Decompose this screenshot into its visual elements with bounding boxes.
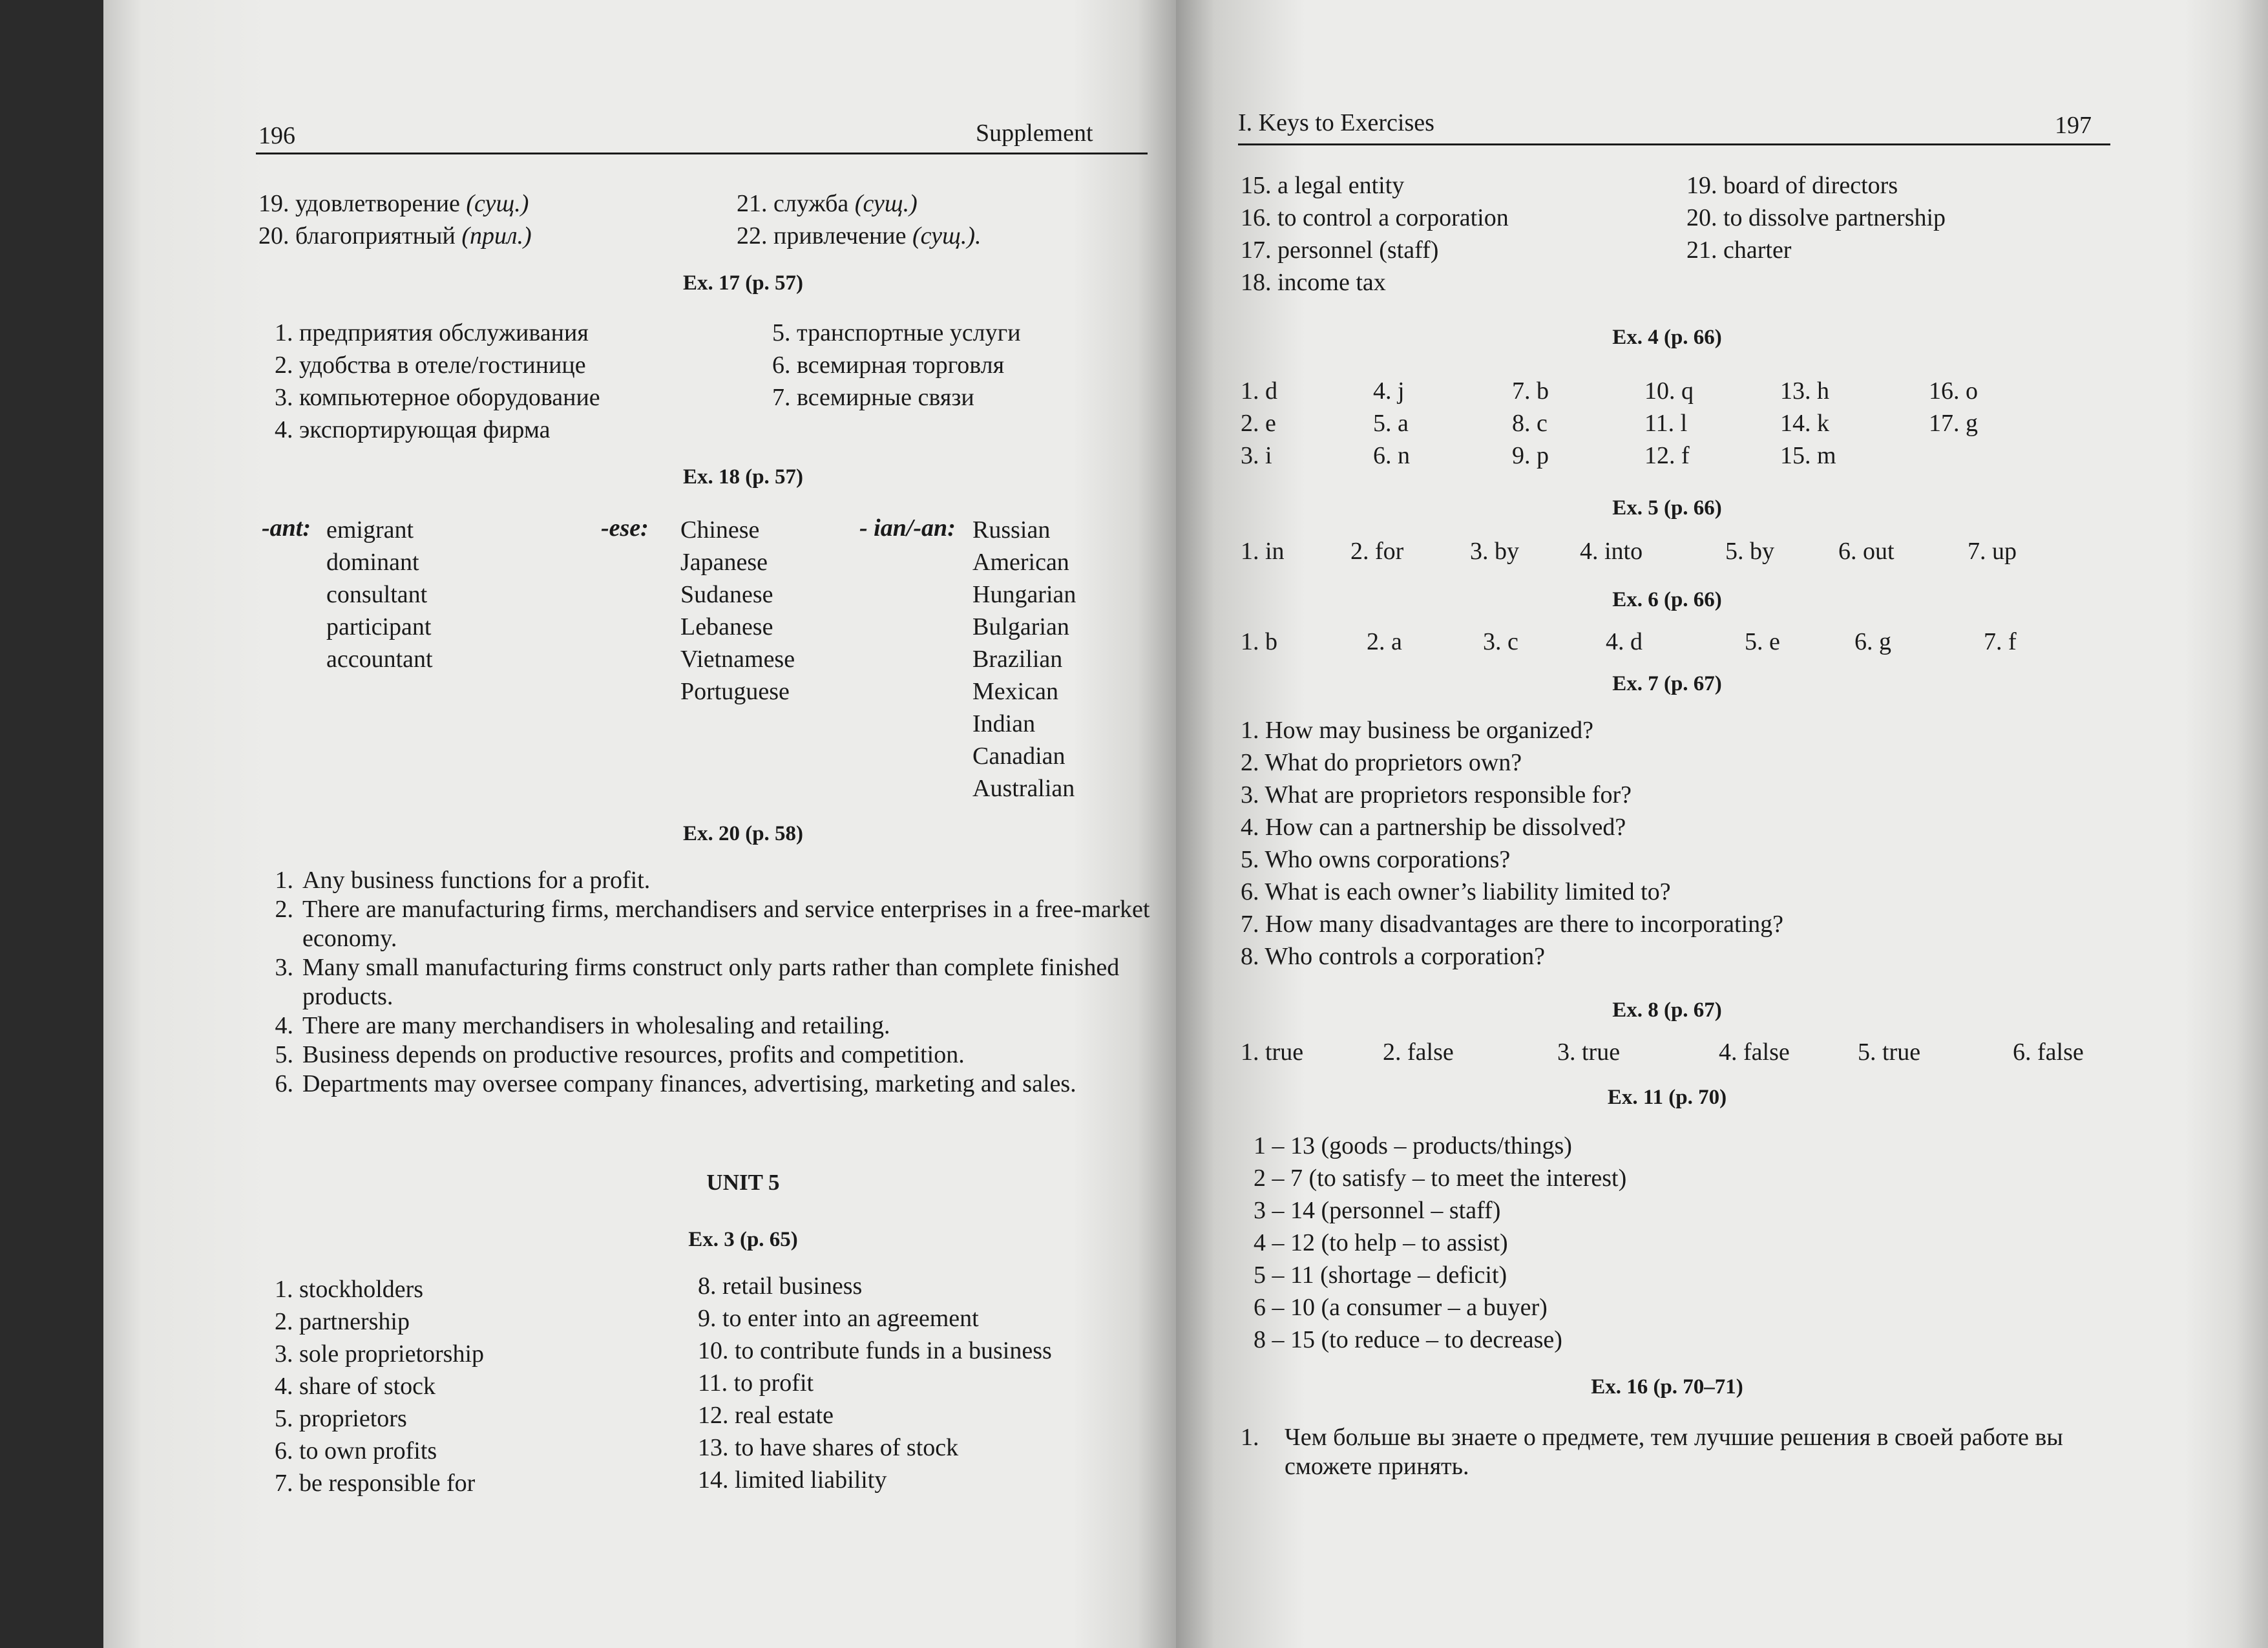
ex5-heading: Ex. 5 (p. 66): [1612, 496, 1722, 520]
list-item: 1 – 13 (goods – products/things): [1254, 1132, 1572, 1159]
list-item: 4. How can a partnership be dissolved?: [1241, 814, 1626, 841]
list-item: 21. charter: [1686, 237, 1792, 264]
ex4-heading: Ex. 4 (p. 66): [1612, 326, 1722, 349]
word: Sudanese: [680, 581, 773, 608]
ex8-heading: Ex. 8 (p. 67): [1612, 998, 1722, 1022]
list-item: 4 – 12 (to help – to assist): [1254, 1229, 1508, 1256]
running-head-right: I. Keys to Exercises: [1238, 109, 1434, 136]
right-page: [1176, 0, 2268, 1648]
list-item: 3. Many small manufacturing firms construct only parts rather than complete finished products.: [275, 954, 1120, 1010]
list-item: 6. всемирная торговля: [772, 352, 1005, 379]
word: participant: [326, 613, 432, 640]
list-item: 7. всемирные связи: [772, 384, 974, 411]
word: consultant: [326, 581, 428, 608]
list-item: 1. предприятия обслуживания: [275, 319, 589, 346]
list-item: 1. Чем больше вы знаете о предмете, тем лучшие решения в своей работе вы сможете принять.: [1241, 1424, 2063, 1480]
ex17-right-list: [772, 317, 1021, 414]
suffix-ese: -ese:: [601, 514, 649, 542]
word: Hungarian: [972, 581, 1076, 608]
word: Chinese: [680, 516, 760, 544]
vocab-item: 19. удовлетворение (сущ.): [258, 190, 529, 217]
list-item: 10. to contribute funds in a business: [698, 1337, 1052, 1364]
list-item: 3. sole proprietorship: [275, 1340, 485, 1368]
ian-words: [972, 514, 1076, 805]
list-item: 4. share of stock: [275, 1373, 436, 1400]
ant-words: [326, 514, 433, 675]
list-item: 5. транспортные услуги: [772, 319, 1021, 346]
word: American: [972, 549, 1069, 576]
word: Lebanese: [680, 613, 773, 640]
header-rule-left: [256, 153, 1148, 154]
list-item: 2. partnership: [275, 1308, 410, 1335]
ex16-heading: Ex. 16 (p. 70–71): [1591, 1375, 1743, 1399]
list-item: 6. to own profits: [275, 1437, 437, 1464]
list-item: 6. What is each owner’s liability limited to?: [1241, 878, 1671, 905]
list-item: 11. to profit: [698, 1369, 814, 1397]
ex16-list: [1241, 1423, 2126, 1481]
list-item: 14. limited liability: [698, 1466, 887, 1494]
header-rule-right: [1238, 143, 2110, 145]
ex6-heading: Ex. 6 (p. 66): [1612, 588, 1722, 611]
word: emigrant: [326, 516, 414, 544]
list-item: 5. proprietors: [275, 1405, 407, 1432]
word: Bulgarian: [972, 613, 1069, 640]
list-item: 5. Business depends on productive resources, profits and competition.: [275, 1041, 965, 1068]
list-item: 12. real estate: [698, 1402, 834, 1429]
ex3-right-list: [698, 1270, 1052, 1496]
list-item: 3 – 14 (personnel – staff): [1254, 1197, 1501, 1224]
vocab-item: 22. привлечение (сущ.).: [737, 222, 982, 249]
grid-row: 3. i 6. n 9. p 12. f 15. m: [1241, 442, 1836, 469]
word: Brazilian: [972, 646, 1063, 673]
ex4-grid: [1241, 375, 1978, 472]
ex8-row: 1. true 2. false 3. true 4. false 5. true 6. false: [1241, 1039, 2084, 1066]
list-item: 9. to enter into an agreement: [698, 1305, 979, 1332]
ex3-heading: Ex. 3 (p. 65): [688, 1228, 798, 1251]
list-item: 6 – 10 (a consumer – a buyer): [1254, 1294, 1548, 1321]
word: Canadian: [972, 743, 1066, 770]
left-page: [103, 0, 1176, 1648]
word: Mexican: [972, 678, 1058, 705]
word: Vietnamese: [680, 646, 795, 673]
list-item: 2. There are manufacturing firms, merchandisers and service enterprises in a free-market economy.: [275, 896, 1150, 952]
page-number-right: 197: [2055, 112, 2092, 139]
vocab-list-left: [1241, 169, 1509, 299]
list-item: 1. stockholders: [275, 1276, 424, 1303]
word: Indian: [972, 710, 1036, 737]
list-item: 18. income tax: [1241, 269, 1386, 296]
ex17-left-list: [275, 317, 600, 446]
ex7-heading: Ex. 7 (p. 67): [1612, 672, 1722, 695]
list-item: 7. be responsible for: [275, 1470, 476, 1497]
vocab-item: 20. благоприятный (прил.): [258, 222, 532, 249]
word: Portuguese: [680, 678, 790, 705]
ex17-heading: Ex. 17 (p. 57): [682, 271, 804, 295]
list-item: 8. Who controls a corporation?: [1241, 943, 1545, 970]
list-item: 1. How may business be organized?: [1241, 717, 1593, 744]
list-item: 7. How many disadvantages are there to incorporating?: [1241, 911, 1783, 938]
list-item: 8 – 15 (to reduce – to decrease): [1254, 1326, 1562, 1353]
ex3-left-list: [275, 1273, 484, 1499]
list-item: 2. удобства в отеле/гостинице: [275, 352, 586, 379]
list-item: 17. personnel (staff): [1241, 237, 1439, 264]
page-number-left: 196: [258, 122, 295, 149]
grid-row: 1. d 4. j 7. b 10. q 13. h 16. o: [1241, 377, 1978, 405]
list-item: 2 – 7 (to satisfy – to meet the interest): [1254, 1165, 1627, 1192]
running-head-left: Supplement: [976, 120, 1093, 147]
vocab-list-right: [737, 187, 981, 252]
vocab-list-right: [1686, 169, 1946, 266]
list-item: 16. to control a corporation: [1241, 204, 1509, 231]
vocab-item: 21. служба (сущ.): [737, 190, 918, 217]
word: Australian: [972, 775, 1075, 802]
list-item: 3. компьютерное оборудование: [275, 384, 600, 411]
ex18-heading: Ex. 18 (p. 57): [682, 465, 804, 489]
list-item: 3. What are proprietors responsible for?: [1241, 781, 1632, 808]
suffix-ant: -ant:: [262, 514, 311, 542]
word: dominant: [326, 549, 419, 576]
list-item: 19. board of directors: [1686, 172, 1898, 199]
ex6-row: 1. b 2. a 3. c 4. d 5. e 6. g 7. f: [1241, 628, 2017, 655]
ex11-list: [1254, 1130, 1626, 1356]
list-item: 4. экспортирующая фирма: [275, 416, 551, 443]
word: Russian: [972, 516, 1051, 544]
list-item: 2. What do proprietors own?: [1241, 749, 1522, 776]
vocab-list-left: [258, 187, 532, 252]
list-item: 6. Departments may oversee company finances, advertising, marketing and sales.: [275, 1070, 1076, 1097]
ex20-heading: Ex. 20 (p. 58): [682, 822, 804, 845]
ex5-row: 1. in 2. for 3. by 4. into 5. by 6. out 7. up: [1241, 538, 2017, 565]
list-item: 5. Who owns corporations?: [1241, 846, 1511, 873]
ex7-list: [1241, 714, 1783, 973]
list-item: 1. Any business functions for a profit.: [275, 867, 651, 894]
list-item: 15. a legal entity: [1241, 172, 1405, 199]
list-item: 5 – 11 (shortage – deficit): [1254, 1262, 1507, 1289]
word: accountant: [326, 646, 433, 673]
ex11-heading: Ex. 11 (p. 70): [1607, 1086, 1727, 1109]
grid-row: 2. e 5. a 8. c 11. l 14. k 17. g: [1241, 410, 1978, 437]
list-item: 13. to have shares of stock: [698, 1434, 959, 1461]
suffix-ian: - ian/-an:: [859, 514, 956, 542]
list-item: 4. There are many merchandisers in wholesaling and retailing.: [275, 1012, 890, 1039]
ese-words: [680, 514, 795, 708]
list-item: 20. to dissolve partnership: [1686, 204, 1946, 231]
ex20-list: [258, 866, 1157, 1099]
word: Japanese: [680, 549, 768, 576]
list-item: 8. retail business: [698, 1273, 863, 1300]
unit-heading: UNIT 5: [706, 1170, 780, 1195]
